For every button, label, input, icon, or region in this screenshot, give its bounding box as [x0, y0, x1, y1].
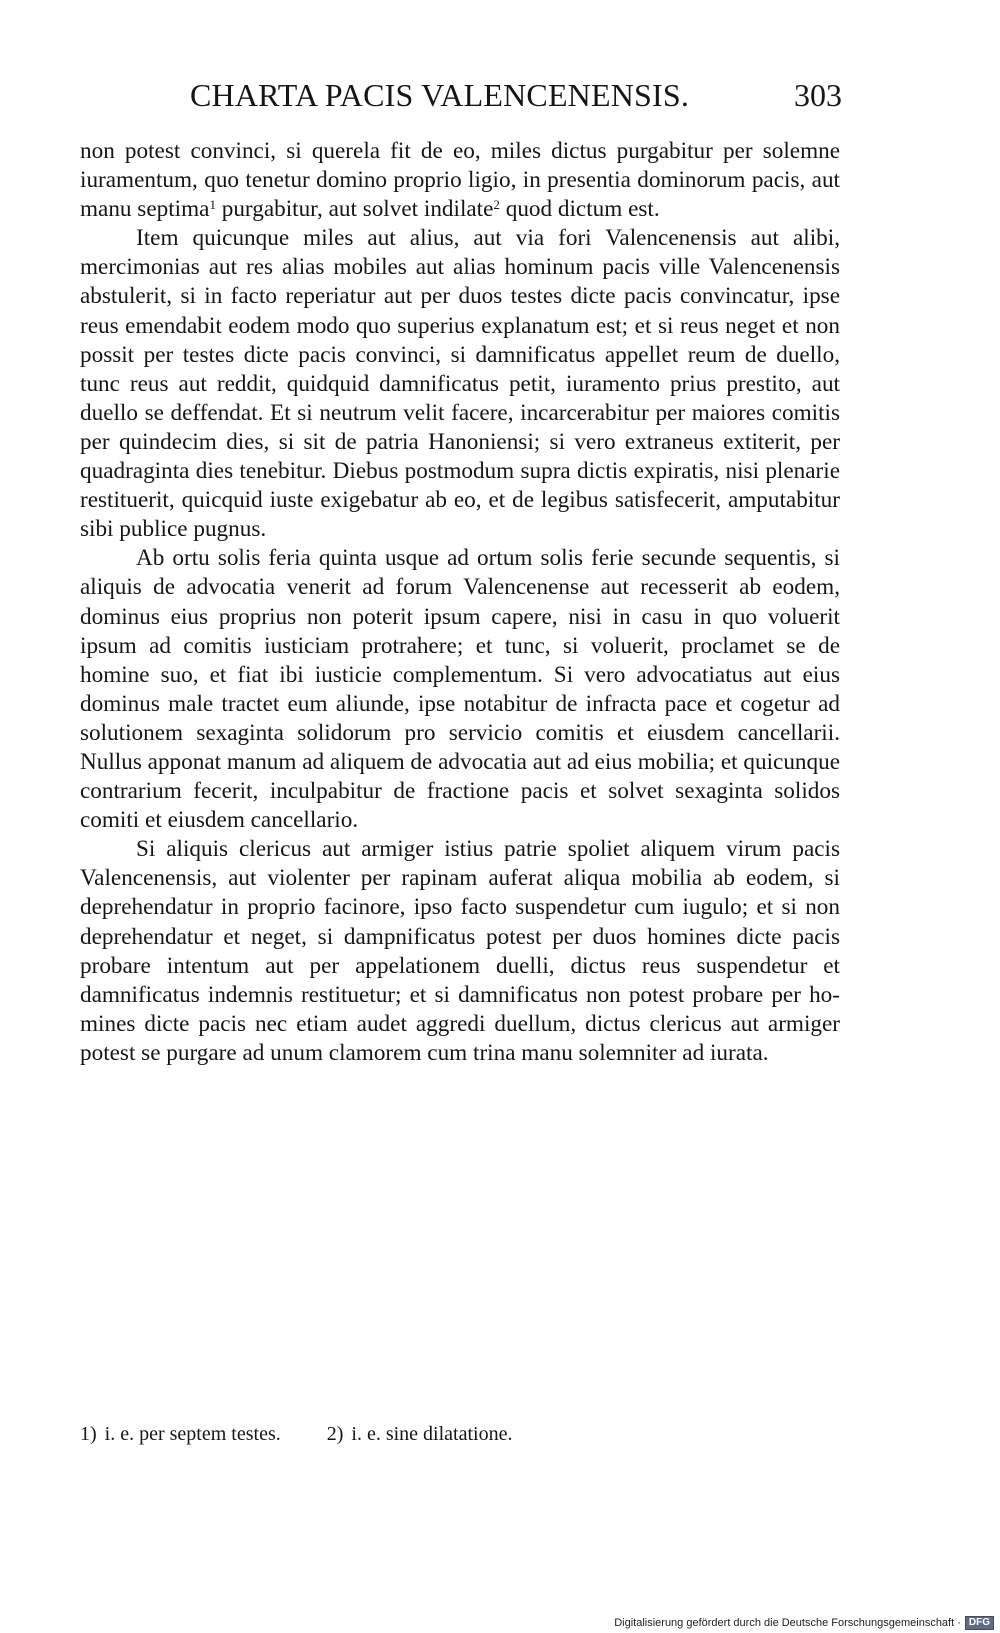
footnote-ref-2: 2	[493, 197, 500, 213]
paragraph-si-aliquis-clericus: Si aliquis clericus aut armiger istius patrie spoliet aliquem virum pacis Valencenensis, aut violenter per rapinam auferat aliqua mobilia ab eodem, si deprehendatur in proprio facinore, ipso facto suspendetur cum iugulo; et si non deprehendatur et neget, si dampnificatus potest per duos homines dicte pacis probare intentum aut per appelationem duelli, dictus reus suspendetur et damnificatus indemnis restituetur; et si damnificatus non potest probare per homines dicte pacis nec etiam audet aggredi duellum, dictus clericus aut armiger potest se purgare ad unum clamorem cum trina manu solemniter ad iurata.	[80, 836, 840, 1066]
paragraph-continued	[80, 137, 840, 224]
paragraph-ab-ortu-solis: Ab ortu solis feria quinta usque ad ortum solis ferie secunde sequentis, si aliquis de advocatia venerit ad forum Valencenense aut recesserit ab eodem, dominus eius proprius non poterit ipsum capere, nisi in casu in quo voluerit ipsum ad comitis iusticiam protrahere; et tunc, si voluerit, proclamet se de homine suo, et fiat ibi iusticie complementum. Si vero advocatiatus aut eius dominus male tractet eum aliunde, ipse notabitur de infracta pace et cogetur ad solutionem sexaginta solidorum pro servicio comitis et eiusdem cancellarii. Nullus apponat manum ad aliquem de advocatia aut ad eius mobilia; et quicunque contrarium fecerit, inculpabitur de fractione pacis et solvet sexaginta solidos comiti et eiusdem cancellario.	[80, 545, 840, 834]
footnote-number: 1)	[80, 1423, 97, 1445]
footnote-text: i. e. per septem testes.	[104, 1423, 281, 1445]
paragraph-text: quod dictum est.	[499, 196, 660, 223]
footnotes	[80, 1420, 840, 1448]
footnote-1	[80, 1420, 281, 1448]
paragraph-text: non potest convinci, si querela fit de eo, miles dictus purgabitur per solemne iuramentum, quo tenetur domino proprio ligio, in presentia dominorum pacis, aut manu septima	[80, 138, 840, 223]
page-number: 303	[794, 77, 842, 113]
paragraph-text: purgabitur, aut solvet indilate	[215, 196, 494, 223]
footnote-2	[327, 1420, 513, 1448]
footnote-number: 2)	[326, 1423, 344, 1445]
dfg-logo-icon: DFG	[965, 1616, 994, 1630]
footnote-text: i. e. sine dilatatione.	[351, 1423, 513, 1445]
credit-text: Digitalisierung gefördert durch die Deutsche Forschungsgemeinschaft ·	[614, 1617, 961, 1629]
body-text	[80, 137, 840, 1068]
digitization-credit	[614, 1615, 994, 1631]
footnote-ref-1: 1	[209, 197, 216, 213]
paragraph-item-quicunque: Item quicunque miles aut alius, aut via fori Valencenensis aut alibi, mercimonias aut res alias mobiles aut alias hominum pacis ville Valencenensis abstulerit, si in facto reperiatur aut per duos testes dicte pacis convincatur, ipse reus emendabit eodem modo quo superius explanatum est; et si reus neget et non possit per testes dicte pacis convinci, si damnificatus appellet reum de duello, tunc reus aut reddit, quidquid damnificatus petit, iuramento prius prestito, aut duello se deffendat. Et si neutrum velit facere, incarcerabitur per maiores comitis per quindecim dies, si sit de patria Hanoniensi; si vero extraneus extiterit, per quadraginta dies tenebitur. Diebus postmodum supra dictis expiratis, nisi plenarie restituerit, quicquid iuste exigebatur ab eo, et de legibus satisfecerit, amputabitur sibi publice pugnus.	[80, 225, 840, 543]
running-header	[190, 70, 842, 120]
running-title: CHARTA PACIS VALENCENENSIS.	[190, 77, 690, 113]
